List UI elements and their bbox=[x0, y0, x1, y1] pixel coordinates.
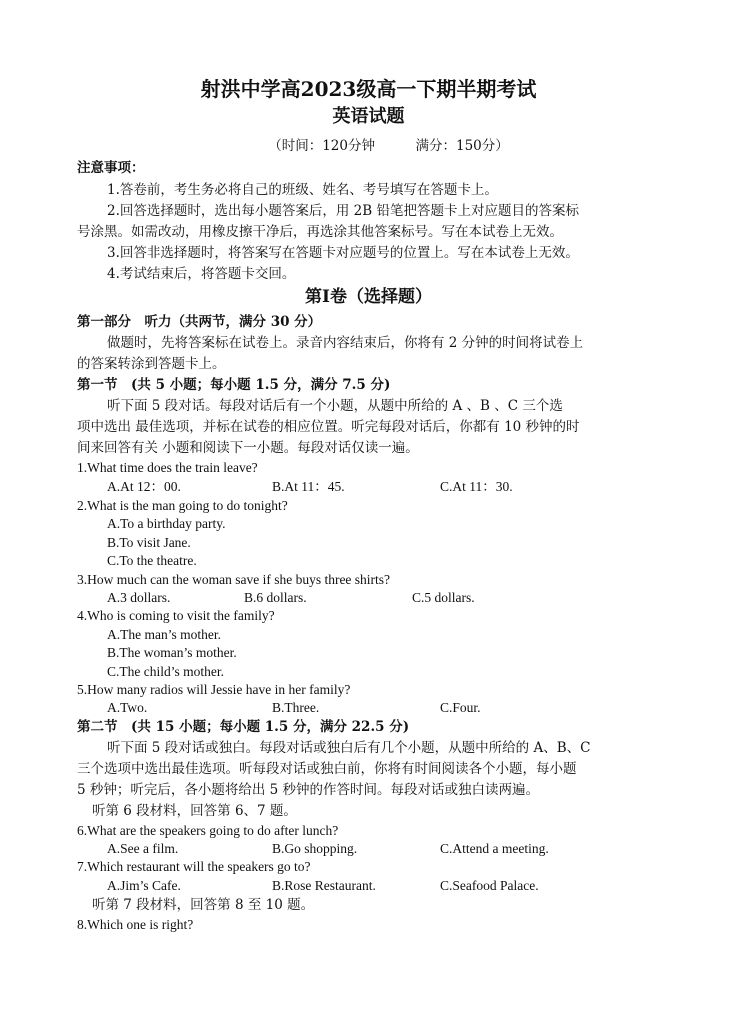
exam-subtitle: 英语试题 bbox=[332, 106, 405, 127]
exam-title: 射洪中学高2023级高一下期半期考试 bbox=[200, 77, 537, 101]
section2-heading: 第二节 (共 15 小题；每小题 1.5 分，满分 22.5 分) bbox=[77, 719, 410, 735]
question-2: 2.What is the man going to do tonight? bbox=[77, 498, 288, 513]
notice-item: 3.回答非选择题时，将答案写在答题卡对应题号的位置上。写在本试卷上无效。 bbox=[107, 245, 579, 261]
question-5: 5.How many radios will Jessie have in her family? bbox=[77, 682, 351, 697]
notice-item: 2.回答选择题时，选出每小题答案后，用 2B 铅笔把答题卡上对应题目的答案标 bbox=[107, 203, 579, 219]
section2-intro-line: 5 秒钟；听完后，各小题将给出 5 秒钟的作答时间。每段对话或独白读两遍。 bbox=[77, 782, 540, 798]
option-b: B.6 dollars. bbox=[244, 590, 307, 605]
option-c: C.5 dollars. bbox=[412, 590, 475, 605]
option-b: B.The woman’s mother. bbox=[107, 645, 237, 660]
option-c: C.The child’s mother. bbox=[107, 664, 224, 679]
section2-intro-line: 三个选项中选出最佳选项。听每段对话或独白前，你将有时间阅读各个小题，每小题 bbox=[77, 761, 577, 777]
section-title: 第Ⅰ卷（选择题） bbox=[305, 287, 432, 307]
option-b: B.Go shopping. bbox=[272, 841, 358, 856]
option-b: B.Rose Restaurant. bbox=[272, 878, 376, 893]
option-a: A.At 12：00. bbox=[107, 479, 181, 494]
notice-item: 号涂黑。如需改动，用橡皮擦干净后，再选涂其他答案标号。写在本试卷上无效。 bbox=[77, 224, 563, 240]
section2-intro-line: 听下面 5 段对话或独白。每段对话或独白后有几个小题，从题中所给的 A、B、C bbox=[107, 740, 591, 756]
question-4: 4.Who is coming to visit the family? bbox=[77, 608, 275, 623]
option-a: A.The man’s mother. bbox=[107, 627, 221, 642]
part1-heading: 第一部分 听力（共两节，满分 30 分） bbox=[77, 314, 322, 330]
part1-intro-line: 做题时，先将答案标在试卷上。录音内容结束后，你将有 2 分钟的时间将试卷上 bbox=[107, 335, 584, 351]
option-a: A.See a film. bbox=[107, 841, 179, 856]
option-c: C.Seafood Palace. bbox=[440, 878, 539, 893]
option-a: A.To a birthday party. bbox=[107, 516, 226, 531]
question-3: 3.How much can the woman save if she buys three shirts? bbox=[77, 572, 391, 587]
question-7: 7.Which restaurant will the speakers go to? bbox=[77, 859, 311, 874]
notice-item: 4.考试结束后，将答题卡交回。 bbox=[107, 266, 296, 282]
option-a: A.Jim’s Cafe. bbox=[107, 878, 181, 893]
option-c: C.Four. bbox=[440, 700, 481, 715]
section1-intro-line: 间来回答有关 小题和阅读下一小题。每段对话仅读一遍。 bbox=[77, 440, 419, 456]
notice-heading: 注意事项： bbox=[77, 160, 145, 176]
option-c: C.Attend a meeting. bbox=[440, 841, 549, 856]
option-b: B.Three. bbox=[272, 700, 320, 715]
option-a: A.Two. bbox=[107, 700, 148, 715]
section1-heading: 第一节 (共 5 小题；每小题 1.5 分，满分 7.5 分) bbox=[77, 377, 391, 393]
material-7-instruction: 听第 7 段材料，回答第 8 至 10 题。 bbox=[92, 897, 315, 913]
question-6: 6.What are the speakers going to do after lunch? bbox=[77, 823, 339, 838]
notice-item: 1.答卷前，考生务必将自己的班级、姓名、考号填写在答题卡上。 bbox=[107, 182, 498, 198]
option-b: B.To visit Jane. bbox=[107, 535, 191, 550]
option-c: C.To the theatre. bbox=[107, 553, 197, 568]
option-a: A.3 dollars. bbox=[107, 590, 171, 605]
time-score-line: （时间：120分钟 满分：150分） bbox=[268, 138, 509, 154]
section1-intro-line: 项中选出 最佳选项，并标在试卷的相应位置。听完每段对话后，你都有 10 秒钟的时 bbox=[77, 419, 580, 435]
material-6-instruction: 听第 6 段材料，回答第 6、7 题。 bbox=[92, 803, 297, 819]
question-1: 1.What time does the train leave? bbox=[77, 460, 258, 475]
option-c: C.At 11：30. bbox=[440, 479, 513, 494]
question-8: 8.Which one is right? bbox=[77, 917, 194, 932]
option-b: B.At 11：45. bbox=[272, 479, 345, 494]
part1-intro-line: 的答案转涂到答题卡上。 bbox=[77, 356, 226, 372]
section1-intro-line: 听下面 5 段对话。每段对话后有一个小题，从题中所给的 A 、B 、C 三个选 bbox=[107, 398, 563, 414]
